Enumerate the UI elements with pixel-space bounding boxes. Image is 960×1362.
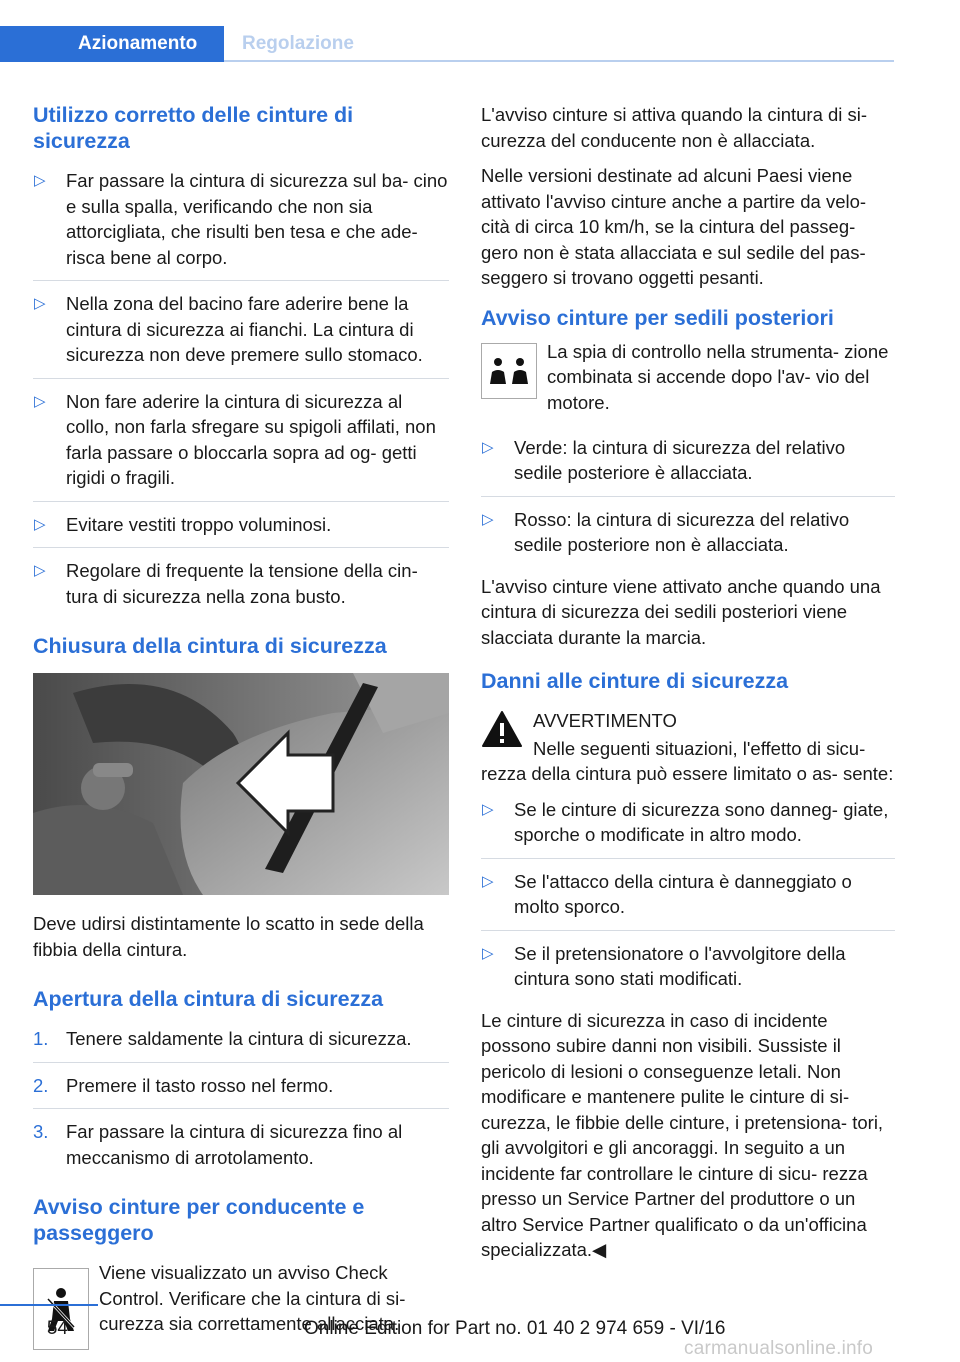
triangle-bullet-icon: ▷ — [34, 515, 46, 533]
rear-warning-text: La spia di controllo nella strumenta‐ zione combinata si accende dopo l'av‐ vio del motore. — [547, 340, 889, 413]
heading-buckle-open: Apertura della cintura di sicurezza — [33, 987, 384, 1011]
rear-seats-icon — [481, 343, 537, 399]
damage-list — [481, 797, 895, 1002]
triangle-bullet-icon: ▷ — [482, 944, 494, 962]
right-paragraph-4: Le cinture di sicurezza in caso di incidente possono subire danni non visibili. Sussiste il pericolo di lesioni o conseguenze letali. Non modificare e mantenere pulite le cinture di si‐ curezza, le fibbie delle cinture, i pretensiona‐ tori, gli avvolgitori e gli ancoraggi. In seguito a un incidente far controllare le cinture di sicu‐ rezza presso un Service Partner del produttore o un altro Service Partner qualificato o da un'officina specializzata.◀ — [481, 1009, 884, 1260]
buckle-close-text: Deve udirsi distintamente lo scatto in sede della fibbia della cintura. — [33, 913, 424, 960]
list-item: ▷ Se il pretensionatore o l'avvolgitore della cintura sono stati modificati. — [482, 942, 846, 989]
seatbelt-buckle-photo — [33, 673, 449, 895]
right-column — [481, 102, 895, 1273]
tab-azionamento[interactable]: Azionamento — [0, 26, 224, 62]
rear-status-list — [481, 435, 895, 568]
heading-buckle-close: Chiusura della cintura di sicurezza — [33, 634, 387, 658]
page-number: 54 — [46, 1318, 68, 1339]
right-paragraph-2: Nelle versioni destinate ad alcuni Paesi viene attivato l'avviso cinture anche a partire da velo‐ cità di circa 10 km/h, se la cintura del passeg‐ gero non è stata allacciata e sul sedile del pas‐ seggero si trovano oggetti pesanti. — [481, 165, 867, 288]
list-item: ▷ Regolare di frequente la tensione della cin‐ tura di sicurezza nella zona busto. — [34, 560, 418, 607]
list-item: 2. Premere il tasto rosso nel fermo. — [33, 1073, 449, 1110]
heading-damage: Danni alle cinture di sicurezza — [481, 669, 789, 693]
triangle-bullet-icon: ▷ — [34, 295, 46, 312]
step-number: 3. — [33, 1121, 49, 1142]
triangle-bullet-icon: ▷ — [34, 562, 46, 579]
rear-warning-block — [481, 339, 895, 425]
heading-rear-warning: Avviso cinture per sedili posteriori — [481, 305, 834, 330]
list-item: ▷ Non fare aderire la cintura di sicurezza al collo, non farla sfregare su spigoli affilati, non farla passare o bloccarla sopra ad og‐ getti rigidi o fragili. — [33, 389, 449, 502]
list-item: ▷ Nella zona del bacino fare aderire bene la cintura di sicurezza ai fianchi. La cintura di sicurezza non deve premere sullo stomaco. — [33, 291, 449, 379]
edition-text: Online Edition for Part no. 01 40 2 974 659 - VI/16 — [304, 1318, 726, 1339]
list-item: ▷ Evitare vestiti troppo voluminosi. — [33, 512, 449, 549]
triangle-bullet-icon: ▷ — [34, 392, 46, 410]
correct-use-list — [33, 168, 449, 619]
heading-driver-warning: Avviso cinture per conducente e passeggero — [33, 1195, 365, 1245]
list-item: 3. Far passare la cintura di sicurezza fino al meccanismo di arrotolamento. — [33, 1121, 403, 1168]
header-divider — [224, 60, 894, 62]
list-item: ▷ Far passare la cintura di sicurezza sul ba‐ cino e sulla spalla, verificando che non sia attorcigliata, che risulti ben tesa e che ade‐ risca bene al corpo. — [33, 168, 449, 281]
triangle-bullet-icon: ▷ — [482, 800, 494, 818]
tab-regolazione[interactable]: Regolazione — [242, 33, 354, 54]
list-item: 1. Tenere saldamente la cintura di sicurezza. — [33, 1026, 449, 1063]
warning-block — [481, 708, 895, 734]
triangle-bullet-icon: ▷ — [34, 172, 46, 189]
triangle-bullet-icon: ▷ — [482, 438, 494, 456]
watermark: carmanualsonline.info — [684, 1338, 874, 1359]
triangle-bullet-icon: ▷ — [482, 872, 494, 890]
heading-correct-use: Utilizzo corretto delle cinture di sicurezza — [33, 103, 354, 153]
warning-triangle-icon — [481, 710, 523, 748]
open-steps-list — [33, 1026, 449, 1180]
page-header — [0, 0, 894, 62]
list-item: ▷ Verde: la cintura di sicurezza del relativo sedile posteriore è allacciata. — [481, 435, 895, 497]
step-number: 2. — [33, 1074, 49, 1096]
footer-divider — [0, 1304, 98, 1306]
triangle-bullet-icon: ▷ — [482, 510, 494, 528]
list-item: ▷ Se le cinture di sicurezza sono danneg‐ giate, sporche o modificate in altro modo. — [481, 797, 895, 859]
warning-title: AVVERTIMENTO — [533, 710, 677, 731]
list-item: ▷ Se l'attacco della cintura è danneggiato o molto sporco. — [481, 869, 895, 931]
step-number: 1. — [33, 1028, 49, 1049]
left-column — [33, 102, 449, 1356]
right-paragraph-3: L'avviso cinture viene attivato anche quando una cintura di sicurezza dei sedili posteriori viene slacciata durante la marcia. — [481, 575, 881, 648]
driver-warning-text: Viene visualizzato un avviso Check Control. Verificare che la cintura di si‐ curezza sia correttamente allacciata. — [99, 1262, 406, 1334]
list-item: ▷ Rosso: la cintura di sicurezza del relativo sedile posteriore non è allacciata. — [482, 508, 850, 555]
warning-text: Nelle seguenti situazioni, l'effetto di sicu‐ rezza della cintura può essere limitato o as‐ sente: — [481, 737, 894, 784]
right-paragraph-1: L'avviso cinture si attiva quando la cintura di si‐ curezza del conducente non è allacciata. — [481, 104, 868, 151]
